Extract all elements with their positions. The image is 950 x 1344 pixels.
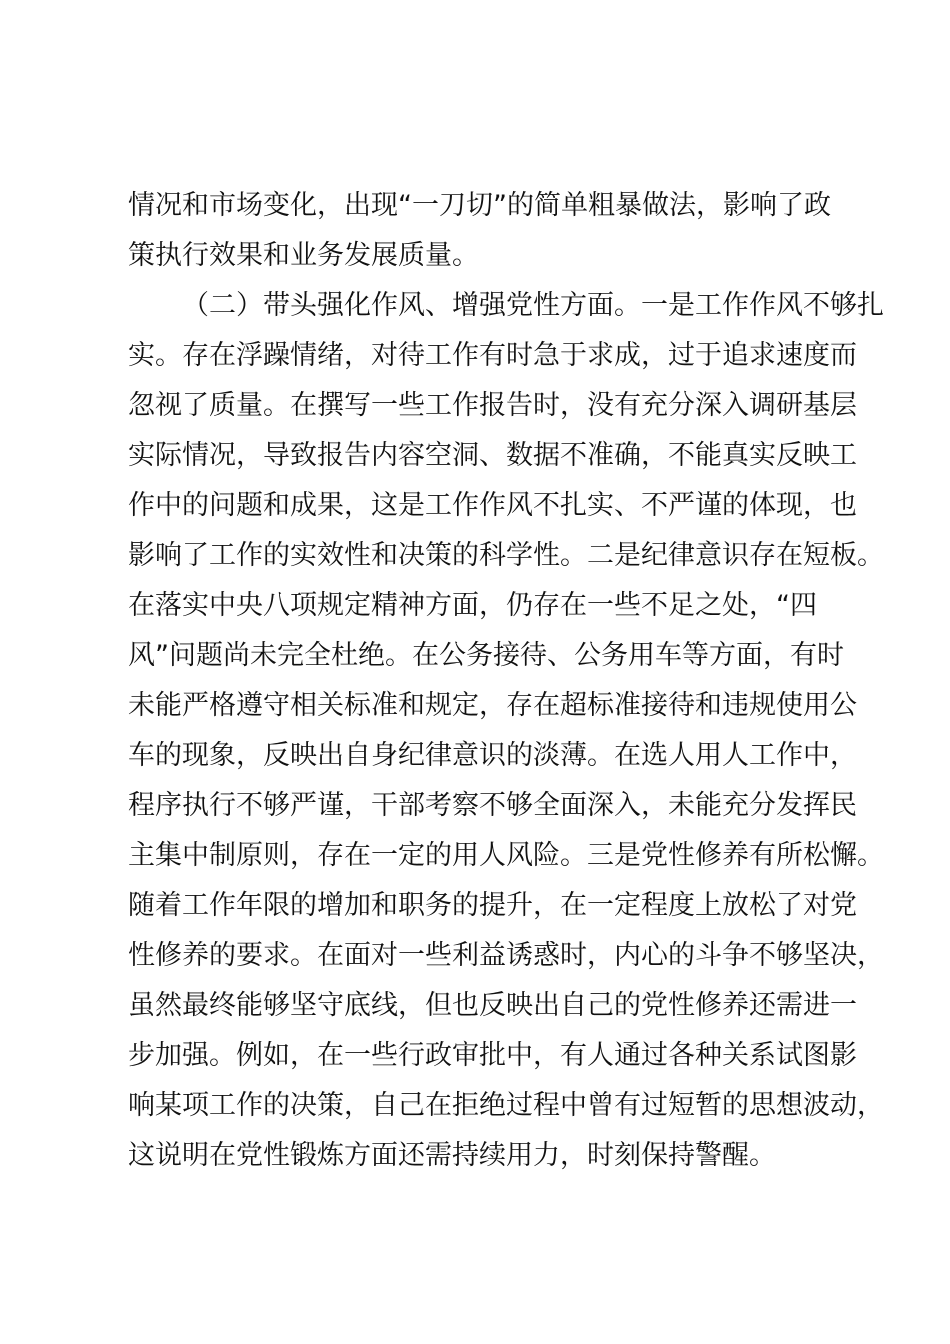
section-heading-line: （二）带头强化作风、增强党性方面。一是工作作风不够扎 (182, 290, 884, 321)
text-line: 在落实中央八项规定精神方面，仍存在一些不足之处，“四 (128, 590, 817, 621)
text-line: 风”问题尚未完全杜绝。在公务接待、公务用车等方面，有时 (128, 640, 844, 671)
text-line: 随着工作年限的增加和职务的提升，在一定程度上放松了对党 (128, 890, 857, 921)
text-line: 车的现象，反映出自身纪律意识的淡薄。在选人用人工作中， (128, 740, 857, 771)
text-line: 程序执行不够严谨，干部考察不够全面深入，未能充分发挥民 (128, 790, 857, 821)
body-text (128, 181, 884, 1181)
text-line: 忽视了质量。在撰写一些工作报告时，没有充分深入调研基层 (128, 390, 857, 421)
text-line: 实际情况，导致报告内容空洞、数据不准确，不能真实反映工 (128, 440, 857, 471)
text-line: 步加强。例如，在一些行政审批中，有人通过各种关系试图影 (128, 1040, 857, 1071)
text-line: 未能严格遵守相关标准和规定，存在超标准接待和违规使用公 (128, 690, 857, 721)
text-line: 作中的问题和成果，这是工作作风不扎实、不严谨的体现，也 (128, 490, 857, 521)
text-line: 策执行效果和业务发展质量。 (128, 240, 479, 271)
text-line: 影响了工作的实效性和决策的科学性。二是纪律意识存在短板。 (128, 540, 884, 571)
text-line: 情况和市场变化，出现“一刀切”的简单粗暴做法，影响了政 (128, 190, 831, 221)
text-line: 这说明在党性锻炼方面还需持续用力，时刻保持警醒。 (128, 1140, 776, 1171)
text-line: 虽然最终能够坚守底线，但也反映出自己的党性修养还需进一 (128, 990, 857, 1021)
text-line: 响某项工作的决策，自己在拒绝过程中曾有过短暂的思想波动， (128, 1090, 884, 1121)
text-line: 实。存在浮躁情绪，对待工作有时急于求成，过于追求速度而 (128, 340, 857, 371)
text-line: 主集中制原则，存在一定的用人风险。三是党性修养有所松懈。 (128, 840, 884, 871)
text-line: 性修养的要求。在面对一些利益诱惑时，内心的斗争不够坚决， (128, 940, 884, 971)
